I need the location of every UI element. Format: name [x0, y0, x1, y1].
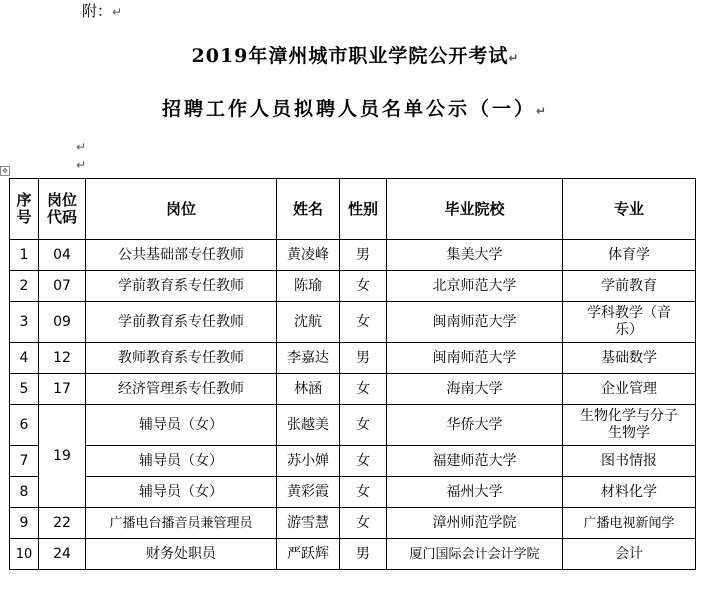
cell-school: 闽南师范大学 [387, 302, 563, 343]
cell-school: 漳州师范学院 [387, 508, 563, 539]
cell-seq: 4 [10, 343, 39, 374]
table-row [10, 539, 696, 570]
cell-code: 07 [39, 271, 86, 302]
cell-code: 12 [39, 343, 86, 374]
table-move-handle[interactable]: ✥ [0, 166, 10, 176]
cell-position: 经济管理系专任教师 [86, 374, 277, 405]
cell-name: 苏小婵 [277, 446, 340, 477]
cell-code: 04 [39, 240, 86, 271]
cell-gender: 女 [340, 302, 387, 343]
cell-gender: 女 [340, 405, 387, 446]
title-line-1: 2019年漳州城市职业学院公开考试↵ [191, 45, 520, 67]
title-line-2: 招聘工作人员拟聘人员名单公示（一）↵ [161, 98, 550, 120]
cell-major: 广播电视新闻学 [563, 508, 696, 539]
hire-list-table [9, 178, 696, 570]
cell-position: 学前教育系专任教师 [86, 302, 277, 343]
table-row [10, 405, 696, 446]
cell-name: 沈航 [277, 302, 340, 343]
cell-school: 华侨大学 [387, 405, 563, 446]
attachment-label: 附：↵ [82, 2, 123, 20]
cell-school: 厦门国际会计会计学院 [387, 539, 563, 570]
header-gender: 性别 [340, 179, 387, 240]
cell-major: 图书情报 [563, 446, 696, 477]
cell-name: 黄凌峰 [277, 240, 340, 271]
cell-position: 财务处职员 [86, 539, 277, 570]
paragraph-mark: ↵ [535, 104, 550, 118]
cell-position: 辅导员（女） [86, 405, 277, 446]
cell-seq: 2 [10, 271, 39, 302]
cell-position: 广播电台播音员兼管理员 [86, 508, 277, 539]
cell-name: 严跃辉 [277, 539, 340, 570]
cell-school: 闽南师范大学 [387, 343, 563, 374]
table-row [10, 508, 696, 539]
paragraph-mark: ↵ [76, 158, 87, 172]
header-code: 岗位代码 [39, 179, 86, 240]
cell-major: 体育学 [563, 240, 696, 271]
table-row [10, 271, 696, 302]
cell-major: 生物化学与分子生物学 [563, 405, 696, 446]
cell-major: 材料化学 [563, 477, 696, 508]
cell-position: 学前教育系专任教师 [86, 271, 277, 302]
paragraph-mark: ↵ [76, 140, 87, 154]
cell-seq: 7 [10, 446, 39, 477]
cell-seq: 6 [10, 405, 39, 446]
cell-seq: 1 [10, 240, 39, 271]
cell-gender: 男 [340, 240, 387, 271]
cell-major: 学科教学（音乐） [563, 302, 696, 343]
cell-school: 福建师范大学 [387, 446, 563, 477]
cell-code: 24 [39, 539, 86, 570]
cell-school: 北京师范大学 [387, 271, 563, 302]
paragraph-mark: ↵ [112, 5, 123, 19]
table-row [10, 477, 696, 508]
cell-seq: 5 [10, 374, 39, 405]
cell-name: 游雪慧 [277, 508, 340, 539]
cell-gender: 女 [340, 477, 387, 508]
cell-major: 基础数学 [563, 343, 696, 374]
header-major: 专业 [563, 179, 696, 240]
cell-position: 辅导员（女） [86, 477, 277, 508]
header-row [10, 179, 696, 240]
cell-position: 教师教育系专任教师 [86, 343, 277, 374]
cell-gender: 女 [340, 508, 387, 539]
cell-name: 张越美 [277, 405, 340, 446]
header-school: 毕业院校 [387, 179, 563, 240]
cell-code: 17 [39, 374, 86, 405]
cell-gender: 女 [340, 446, 387, 477]
cell-name: 林涵 [277, 374, 340, 405]
cell-name: 陈瑜 [277, 271, 340, 302]
cell-gender: 女 [340, 374, 387, 405]
cell-position: 公共基础部专任教师 [86, 240, 277, 271]
table-row [10, 446, 696, 477]
cell-position: 辅导员（女） [86, 446, 277, 477]
cell-code-merged: 19 [39, 405, 86, 508]
cell-school: 福州大学 [387, 477, 563, 508]
cell-code: 09 [39, 302, 86, 343]
table-row [10, 240, 696, 271]
cell-gender: 男 [340, 539, 387, 570]
cell-seq: 9 [10, 508, 39, 539]
cell-major: 会计 [563, 539, 696, 570]
cell-gender: 女 [340, 271, 387, 302]
cell-seq: 3 [10, 302, 39, 343]
header-seq: 序号 [10, 179, 39, 240]
cell-seq: 8 [10, 477, 39, 508]
cell-school: 海南大学 [387, 374, 563, 405]
table-row [10, 302, 696, 343]
table-row [10, 343, 696, 374]
paragraph-mark: ↵ [508, 51, 520, 65]
header-position: 岗位 [86, 179, 277, 240]
cell-name: 黄彩霞 [277, 477, 340, 508]
cell-major: 学前教育 [563, 271, 696, 302]
cell-major: 企业管理 [563, 374, 696, 405]
cell-gender: 男 [340, 343, 387, 374]
cell-name: 李嘉达 [277, 343, 340, 374]
cell-code: 22 [39, 508, 86, 539]
table-row [10, 374, 696, 405]
cell-seq: 10 [10, 539, 39, 570]
header-name: 姓名 [277, 179, 340, 240]
cell-school: 集美大学 [387, 240, 563, 271]
